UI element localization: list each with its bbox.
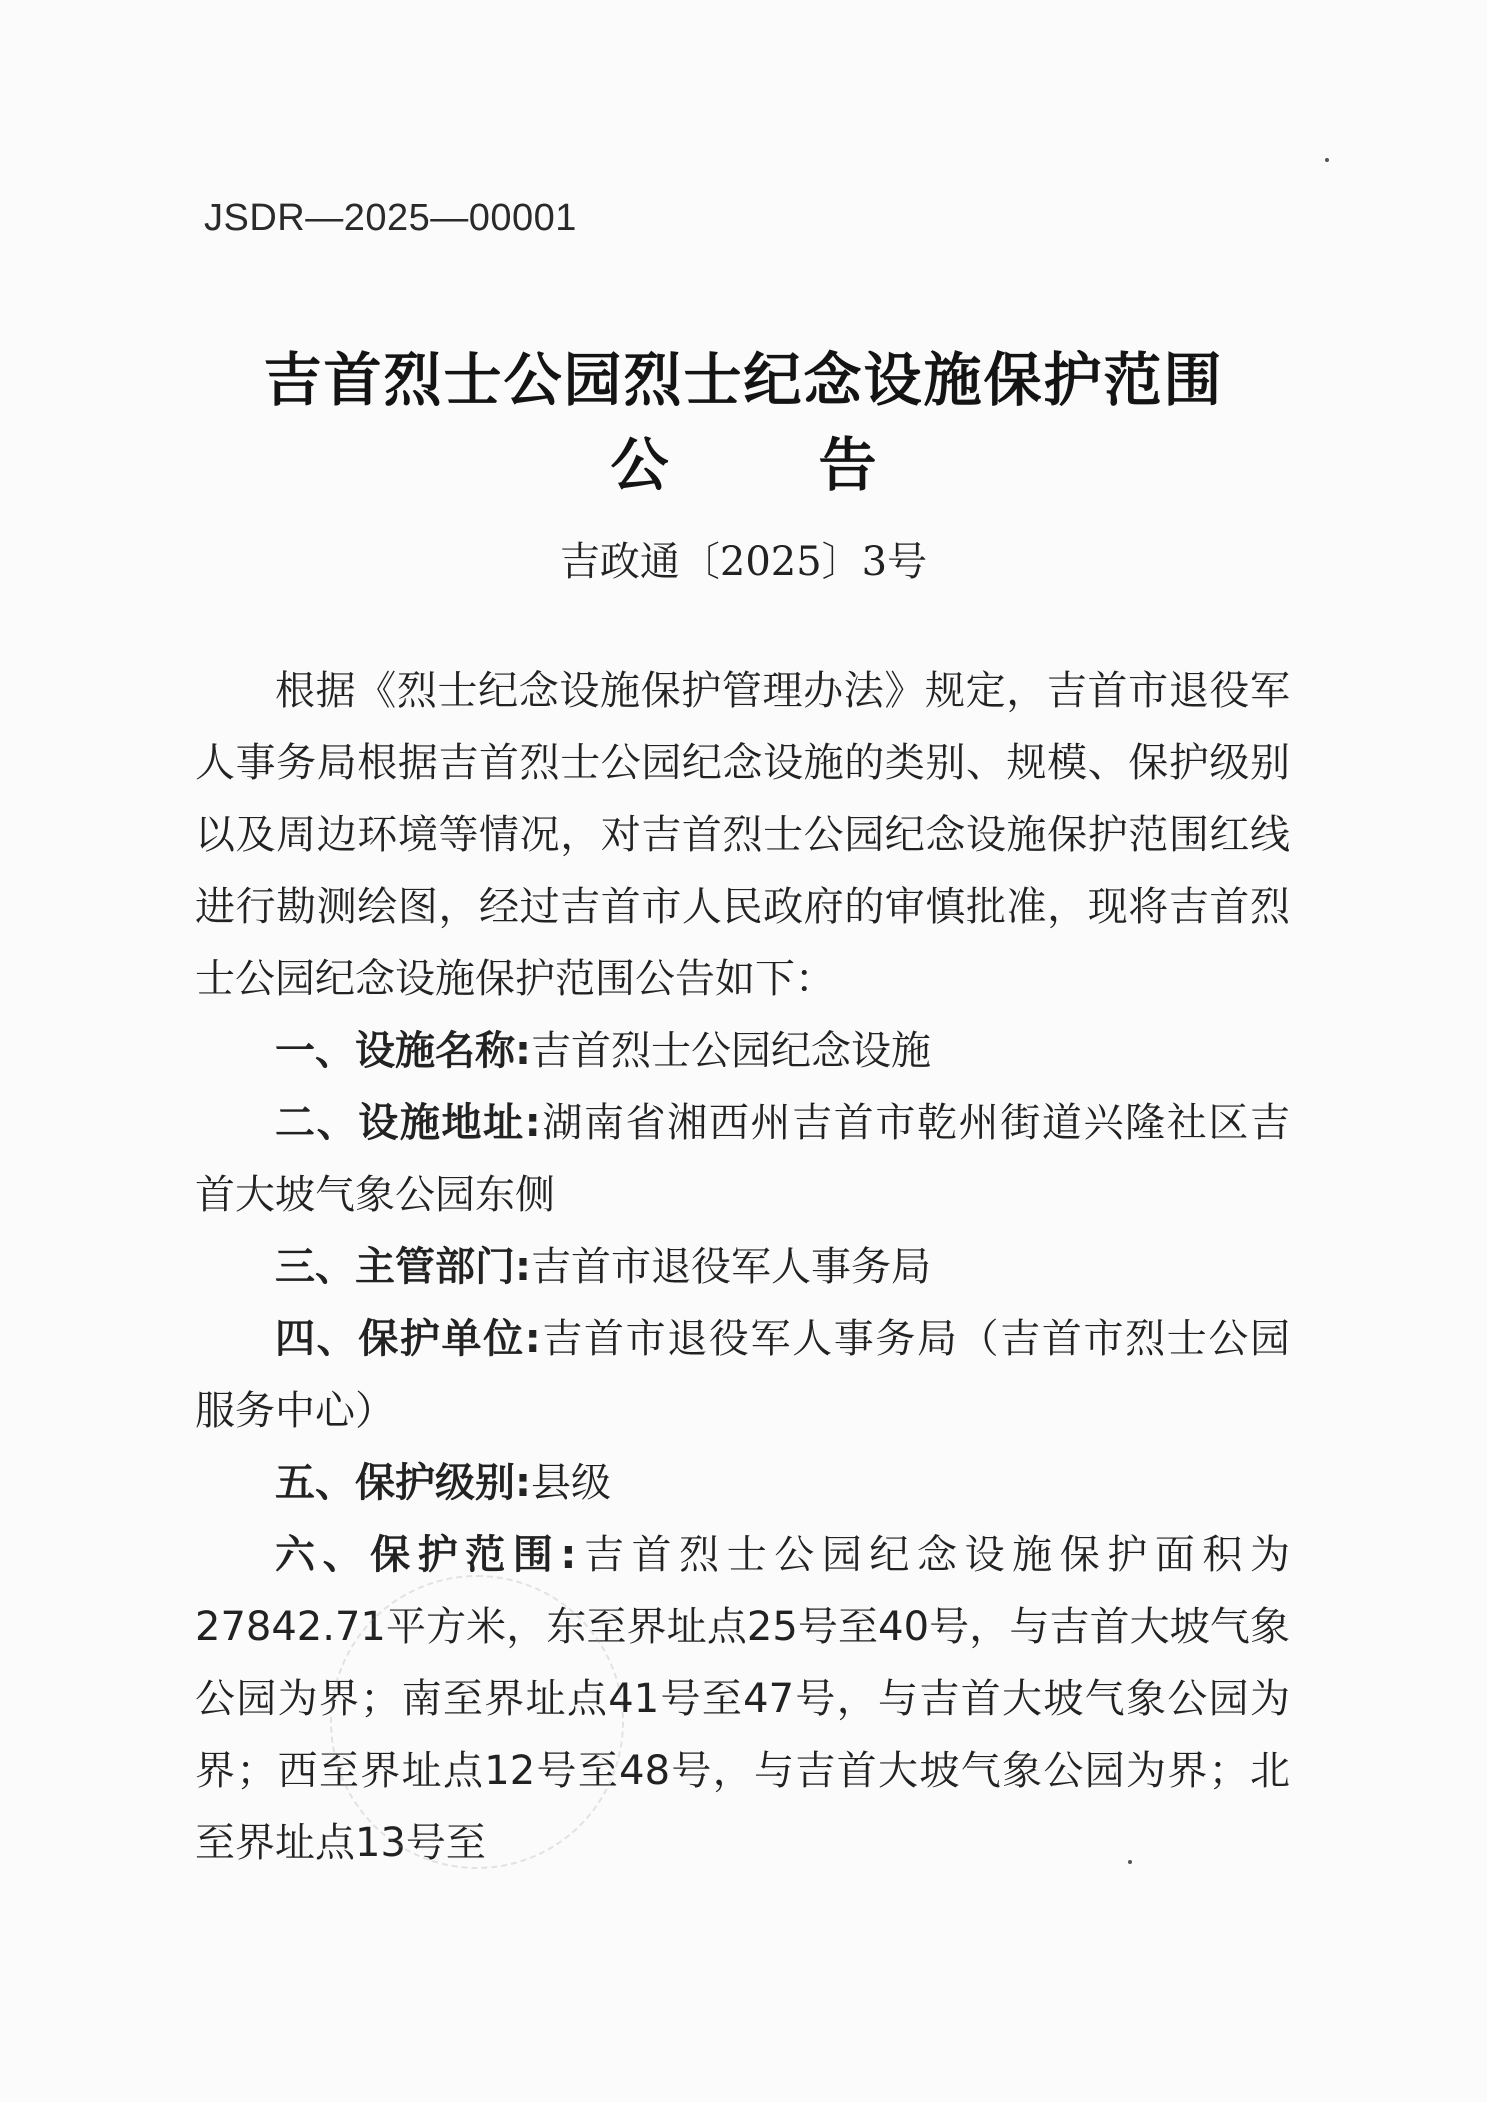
item-label: 四、保护单位:: [275, 1316, 541, 1362]
item-text: 县级: [531, 1460, 611, 1506]
title-char-1: 公: [610, 431, 669, 499]
document-title-line2: [0, 418, 1487, 502]
document-title: 吉首烈士公园烈士纪念设施保护范围: [263, 346, 1224, 414]
item-protection-unit: [195, 1303, 1290, 1447]
item-facility-name: [195, 1015, 1290, 1087]
item-label: 三、主管部门:: [275, 1244, 531, 1290]
item-text: 吉首烈士公园纪念设施保护面积为27842.71平方米，东至界址点25号至40号，与吉首大坡气象公园为界；南至界址点41号至47号，与吉首大坡气象公园为界；西至界址点12号至48号，与吉首大坡气象公园为界；北至界址点13号至: [195, 1532, 1291, 1866]
item-label: 六、保护范围:: [275, 1532, 577, 1578]
item-label: 五、保护级别:: [275, 1460, 531, 1506]
item-protection-scope: [195, 1519, 1290, 1879]
item-text: 吉首市退役军人事务局（吉首市烈士公园服务中心）: [195, 1316, 1290, 1434]
document-code: JSDR—2025—00001: [204, 197, 577, 239]
item-protection-level: [195, 1447, 1290, 1519]
item-text: 吉首市退役军人事务局: [531, 1244, 931, 1290]
intro-paragraph: 根据《烈士纪念设施保护管理办法》规定，吉首市退役军人事务局根据吉首烈士公园纪念设施的类别、规模、保护级别以及周边环境等情况，对吉首烈士公园纪念设施保护范围红线进行勘测绘图，经过吉首市人民政府的审慎批准，现将吉首烈士公园纪念设施保护范围公告如下：: [195, 668, 1290, 1002]
scan-speck: [1325, 158, 1329, 162]
item-label: 一、设施名称:: [275, 1028, 531, 1074]
item-department: [195, 1231, 1290, 1303]
document-body: [195, 655, 1290, 1879]
item-text: 湖南省湘西州吉首市乾州街道兴隆社区吉首大坡气象公园东侧: [195, 1100, 1290, 1218]
item-label: 二、设施地址:: [275, 1100, 541, 1146]
item-facility-address: [195, 1087, 1290, 1231]
item-text: 吉首烈士公园纪念设施: [531, 1028, 931, 1074]
scan-speck: [1128, 1860, 1132, 1864]
title-char-2: 告: [818, 431, 877, 499]
document-number: 吉政通〔2025〕3号: [559, 539, 928, 585]
